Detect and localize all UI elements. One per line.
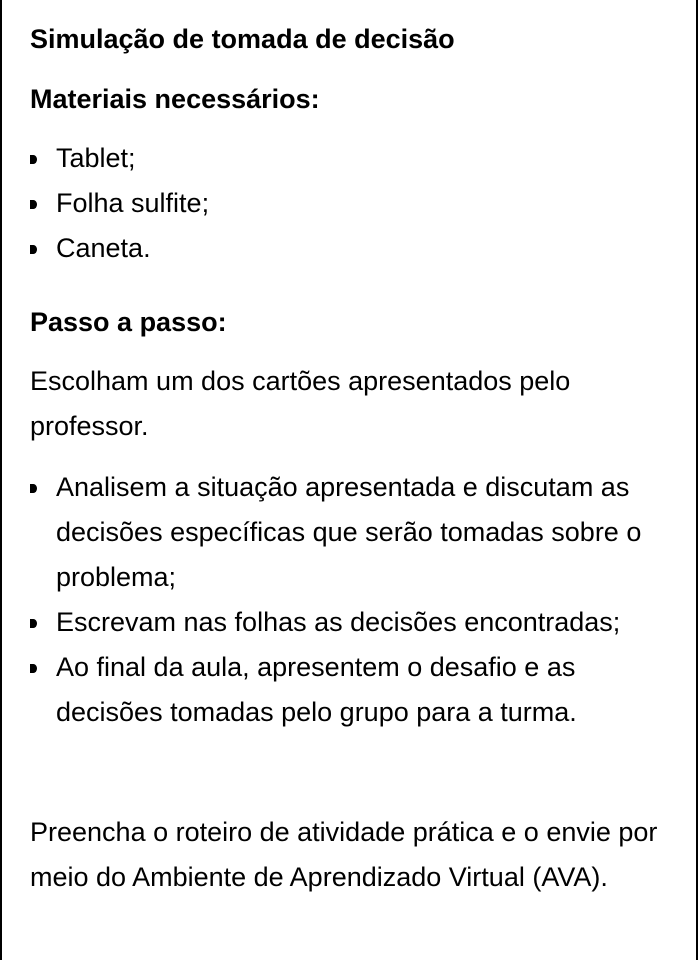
page-title: Simulação de tomada de decisão (30, 24, 455, 54)
steps-intro: Escolham um dos cartões apresentados pelo professor. (30, 366, 571, 441)
steps-heading: Passo a passo: (30, 307, 227, 337)
bullet-icon (30, 484, 37, 493)
list-item (30, 600, 680, 645)
material-item-text: Folha sulfite; (56, 188, 210, 218)
bullet-icon (30, 619, 37, 628)
list-item (30, 181, 209, 226)
bullet-icon (30, 200, 37, 209)
list-item (30, 226, 209, 271)
closing-instructions: Preencha o roteiro de atividade prática e o envie por meio do Ambiente de Aprendizado Virtual (AVA). (30, 817, 658, 892)
list-item (30, 645, 680, 735)
bullet-icon (30, 155, 37, 164)
materials-list (30, 136, 209, 271)
list-item (30, 136, 209, 181)
step-item-text: Analisem a situação apresentada e discutam as decisões específicas que serão tomadas sobre o problema; (56, 472, 642, 592)
bullet-icon (30, 245, 37, 254)
step-item-text: Ao final da aula, apresentem o desafio e as decisões tomadas pelo grupo para a turma. (56, 652, 577, 727)
bullet-icon (30, 664, 37, 673)
materials-heading: Materiais necessários: (30, 84, 320, 114)
material-item-text: Tablet; (56, 143, 136, 173)
list-item (30, 465, 680, 600)
material-item-text: Caneta. (56, 233, 151, 263)
steps-list (30, 465, 680, 735)
step-item-text: Escrevam nas folhas as decisões encontradas; (56, 607, 621, 637)
